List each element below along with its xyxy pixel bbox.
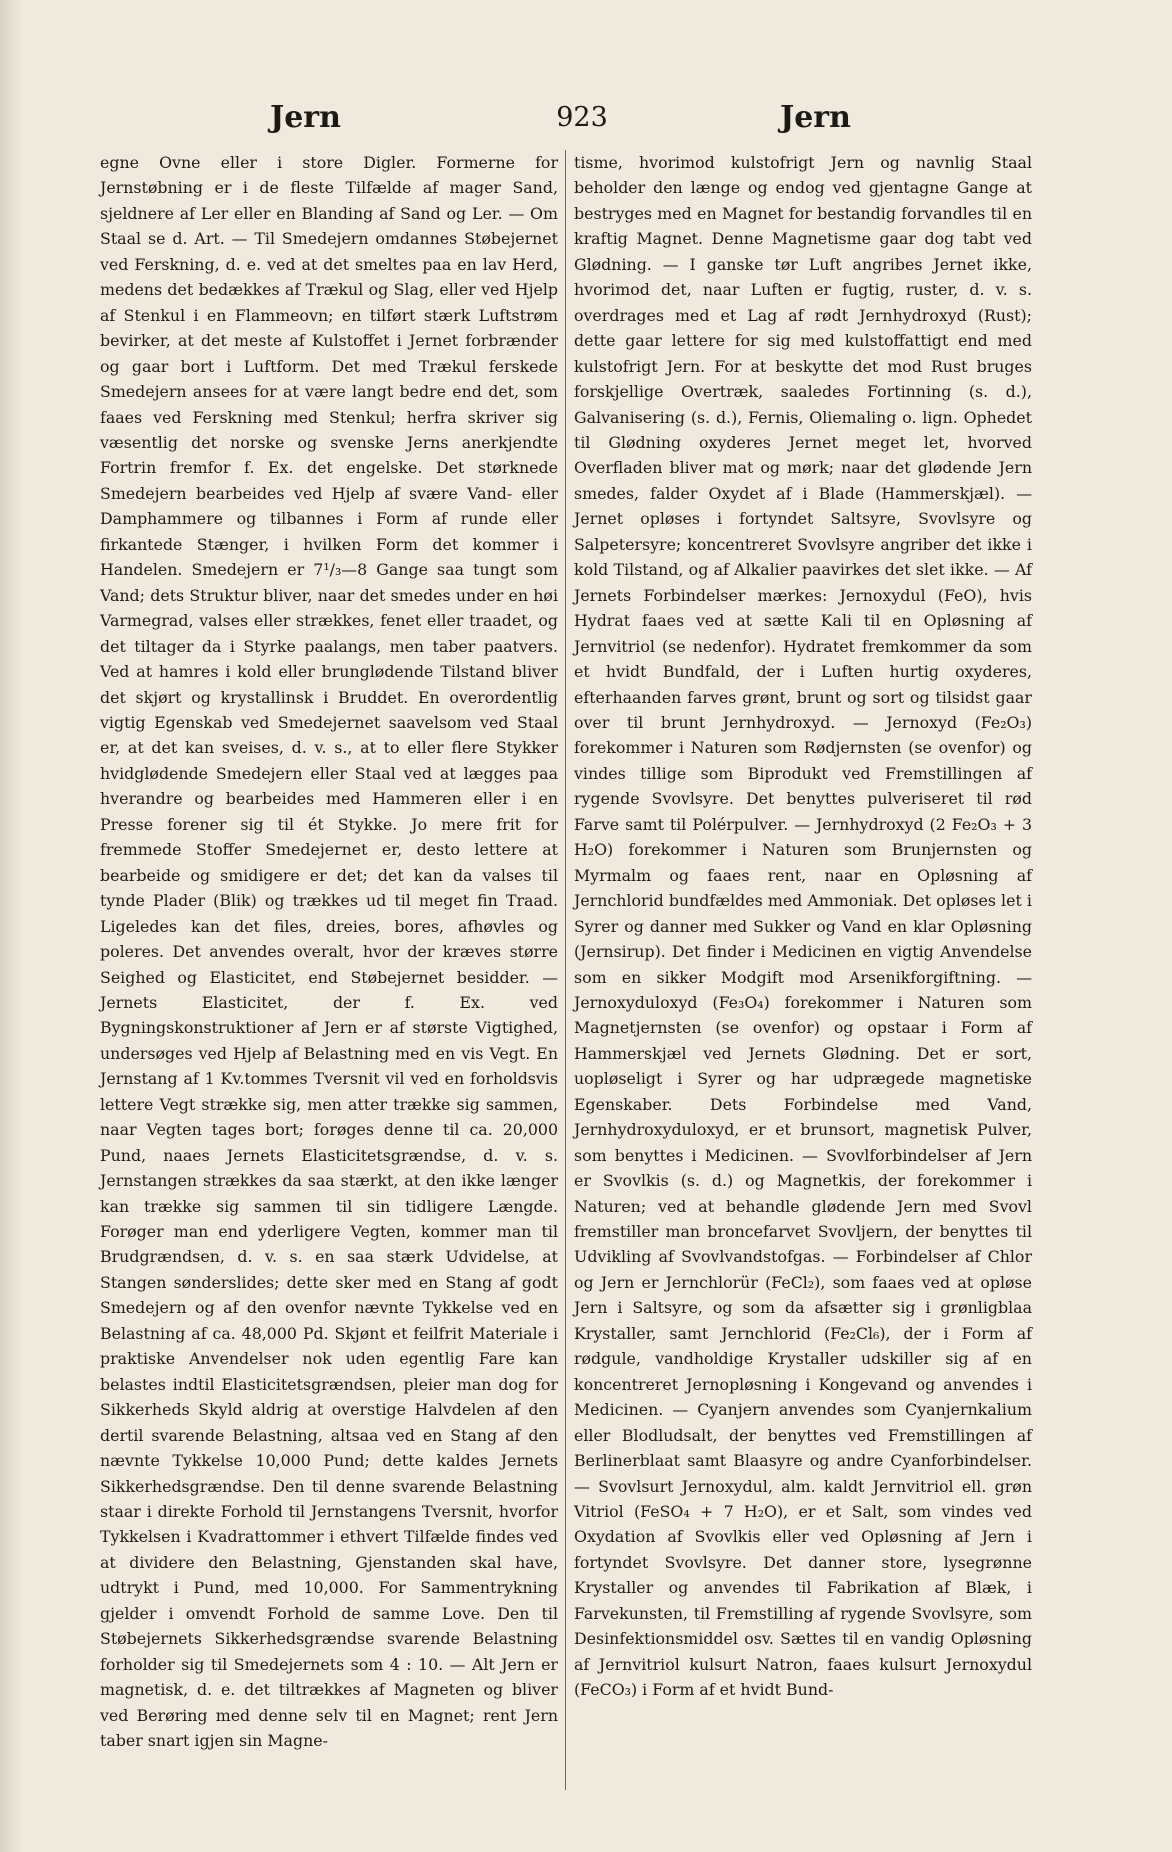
left-column-text: egne Ovne eller i store Digler. Formerne for Jernstøbning er i de fleste Tilfælde af mager Sand, sjeldnere af Ler eller en Blanding af Sand og Ler. — Om Staal se d. Art. — Til Smedejern omdannes Støbejernet ved Ferskning, d. e. ved at det smeltes paa en lav Herd, medens det bedækkes af Trækul og Slag, eller ved Hjelp af Stenkul i en Flammeovn; en tilført stærk Luftstrøm bevirker, at det meste af Kulstoffet i Jernet forbrænder og gaar bort i Luftform. Det med Trækul ferskede Smedejern ansees for at være langt bedre end det, som faaes ved Ferskning med Stenkul; herfra skriver sig væsentlig det norske og svenske Jerns anerkjendte Fortrin fremfor f. Ex. det engelske. Det størknede Smedejern bearbeides ved Hjelp af svære Vand- eller Damphammere og tilbannes i Form af runde eller firkantede Stænger, i hvilken Form det kommer i Handelen. Smedejern er 7¹/₃—8 Gange saa tungt som Vand; dets Struktur bliver, naar det smedes under en høi Varmegrad, valses eller strækkes, fenet eller traadet, og det tiltager da i Styrke paalangs, men taber paatvers. Ved at hamres i kold eller brunglødende Tilstand bliver det skjørt og krystallinsk i Bruddet. En overordentlig vigtig Egenskab ved Smedejernet saavelsom ved Staal er, at det kan sveises, d. v. s., at to eller flere Stykker hvidglødende Smedejern eller Staal ved at lægges paa hverandre og bearbeides med Hammeren eller i en Presse forener sig til ét Stykke. Jo mere frit for fremmede Stoffer Smedejernet er, desto lettere at bearbeide og smidigere er det; det kan da valses til tynde Plader (Blik) og trækkes ud til meget fin Traad. Ligeledes kan det files, dreies, bores, afhøvles og poleres. Det anvendes overalt, hvor der kræves større Seighed og Elasticitet, end Støbejernet besidder. — Jernets Elasticitet, der f. Ex. ved Bygningskonstruktioner af Jern er af største Vigtighed, undersøges ved Hjelp af Belastning med en vis Vegt. En Jernstang af 1 Kv.tommes Tversnit vil ved en forholdsvis lettere Vegt strække sig, men atter trække sig sammen, naar Vegten tages bort; forøges denne til ca. 20,000 Pund, naaes Jernets Elasticitetsgrændse, d. v. s. Jernstangen strækkes da saa stærkt, at den ikke længer kan trække sig sammen til sin tidligere Længde. Forøger man end yderligere Vegten, kommer man til Brudgrændsen, d. v. s. en saa stærk Udvidelse, at Stangen sønderslides; dette sker med en Stang af godt Smedejern og af den ovenfor nævnte Tykkelse ved en Belastning af ca. 48,000 Pd. Skjønt et feilfrit Materiale i praktiske Anvendelser nok uden egentlig Fare kan belastes indtil Elasticitetsgrændsen, pleier man dog for Sikkerheds Skyld aldrig at overstige Halvdelen af den dertil svarende Belastning, altsaa ved en Stang af den nævnte Tykkelse 10,000 Pund; dette kaldes Jernets Sikkerhedsgrændse. Den til denne svarende Belastning staar i direkte Forhold til Jernstangens Tversnit, hvorfor Tykkelsen i Kvadrattommer i ethvert Tilfælde findes ved at dividere den Belastning, Gjenstanden skal have, udtrykt i Pund, med 10,000. For Sammentrykning gjelder i omvendt Forhold de samme Love. Den til Støbejernets Sikkerhedsgrændse svarende Belastning forholder sig til Smedejernets som 4 : 10. — Alt Jern er magnetisk, d. e. det tiltrækkes af Magneten og bliver ved Berøring med denne selv til en Magnet; rent Jern taber snart igjen sin Magne- [100, 153, 558, 1751]
page-header [0, 98, 1172, 138]
column-divider [565, 150, 566, 1790]
page-number: 923 [556, 102, 608, 133]
page-fold-shadow [0, 0, 22, 1852]
right-column [574, 150, 1032, 1703]
right-running-headword: Jern [780, 100, 851, 135]
left-column [100, 150, 558, 1754]
left-running-headword: Jern [270, 100, 341, 135]
right-column-text: tisme, hvorimod kulstofrigt Jern og navnlig Staal beholder den længe og endog ved gjentagne Gange at bestryges med en Magnet for bestandig forvandles til en kraftig Magnet. Denne Magnetisme gaar dog tabt ved Glødning. — I ganske tør Luft angribes Jernet ikke, hvorimod det, naar Luften er fugtig, ruster, d. v. s. overdrages med et Lag af rødt Jernhydroxyd (Rust); dette gaar lettere for sig med kulstoffattigt end med kulstofrigt Jern. For at beskytte det mod Rust bruges forskjellige Overtræk, saaledes Fortinning (s. d.), Galvanisering (s. d.), Fernis, Oliemaling o. lign. Ophedet til Glødning oxyderes Jernet meget let, hvorved Overfladen bliver mat og mørk; naar det glødende Jern smedes, falder Oxydet af i Blade (Hammerskjæl). — Jernet opløses i fortyndet Saltsyre, Svovlsyre og Salpetersyre; koncentreret Svovlsyre angriber det ikke i kold Tilstand, og af Alkalier paavirkes det slet ikke. — Af Jernets Forbindelser mærkes: Jernoxydul (FeO), hvis Hydrat faaes ved at sætte Kali til en Opløsning af Jernvitriol (se nedenfor). Hydratet fremkommer da som et hvidt Bundfald, der i Luften hurtig oxyderes, efterhaanden farves grønt, brunt og sort og tilsidst gaar over til brunt Jernhydroxyd. — Jernoxyd (Fe₂O₃) forekommer i Naturen som Rødjernsten (se ovenfor) og vindes tillige som Biprodukt ved Fremstillingen af rygende Svovlsyre. Det benyttes pulveriseret til rød Farve samt til Polérpulver. — Jernhydroxyd (2 Fe₂O₃ + 3 H₂O) forekommer i Naturen som Brunjernsten og Myrmalm og faaes rent, naar en Opløsning af Jernchlorid bundfældes med Ammoniak. Det opløses let i Syrer og danner med Sukker og Vand en klar Opløsning (Jernsirup). Det finder i Medicinen en vigtig Anvendelse som en sikker Modgift mod Arsenikforgiftning. — Jernoxyduloxyd (Fe₃O₄) forekommer i Naturen som Magnetjernsten (se ovenfor) og opstaar i Form af Hammerskjæl ved Jernets Glødning. Det er sort, uopløseligt i Syrer og har udprægede magnetiske Egenskaber. Dets Forbindelse med Vand, Jernhydroxyduloxyd, er et brunsort, magnetisk Pulver, som benyttes i Medicinen. — Svovlforbindelser af Jern er Svovlkis (s. d.) og Magnetkis, der forekommer i Naturen; ved at behandle glødende Jern med Svovl fremstiller man broncefarvet Svovljern, der benyttes til Udvikling af Svovlvandstofgas. — Forbindelser af Chlor og Jern er Jernchlorür (FeCl₂), som faaes ved at opløse Jern i Saltsyre, og som da afsætter sig i grønligblaa Krystaller, samt Jernchlorid (Fe₂Cl₆), der i Form af rødgule, vandholdige Krystaller udskiller sig af en koncentreret Jernopløsning i Kongevand og anvendes i Medicinen. — Cyanjern anvendes som Cyanjernkalium eller Blodludsalt, der benyttes ved Fremstillingen af Berlinerblaat samt Blaasyre og andre Cyanforbindelser. — Svovlsurt Jernoxydul, alm. kaldt Jernvitriol ell. grøn Vitriol (FeSO₄ + 7 H₂O), er et Salt, som vindes ved Oxydation af Svovlkis eller ved Opløsning af Jern i fortyndet Svovlsyre. Det danner store, lysegrønne Krystaller og anvendes til Fabrikation af Blæk, i Farvekunsten, til Fremstilling af rygende Svovlsyre, som Desinfektionsmiddel osv. Sættes til en vandig Opløsning af Jernvitriol kulsurt Natron, faaes kulsurt Jernoxydul (FeCO₃) i Form af et hvidt Bund- [574, 153, 1032, 1700]
